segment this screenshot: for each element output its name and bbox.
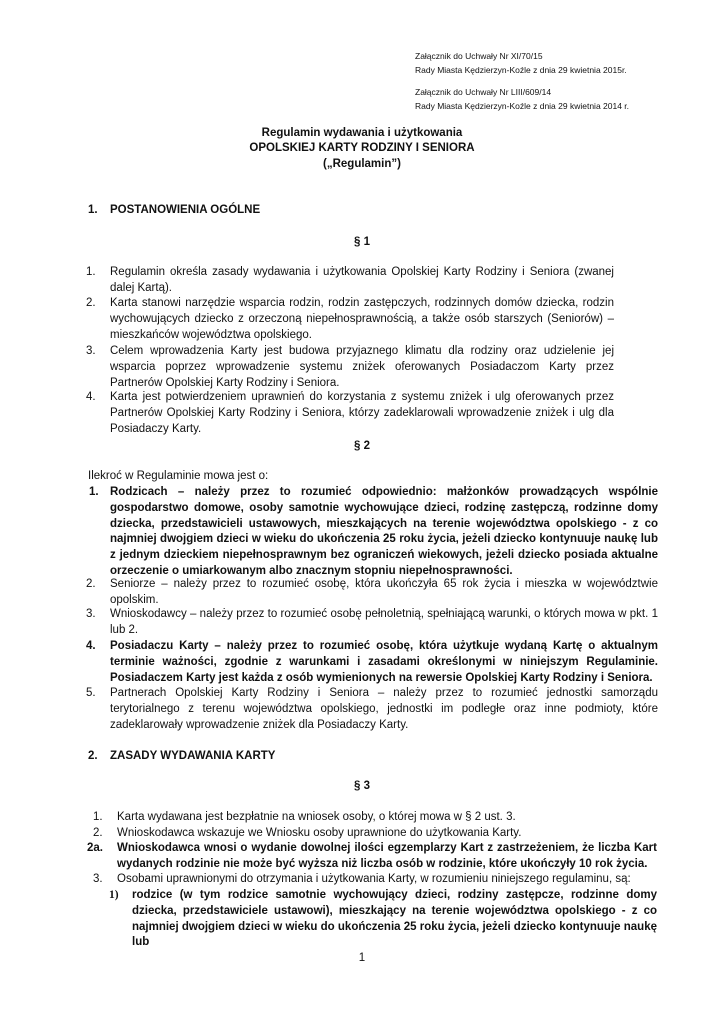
section-number: 1. xyxy=(88,204,98,216)
item-number: 1) xyxy=(109,889,119,901)
item-number: 1. xyxy=(93,811,103,823)
item-number: 3. xyxy=(86,345,96,357)
section-label: ZASADY WYDAWANIA KARTY xyxy=(110,750,276,762)
paragraph-sign-3: § 3 xyxy=(354,780,370,792)
list-item xyxy=(93,810,657,826)
page-number: 1 xyxy=(358,952,366,964)
item-number: 3. xyxy=(86,608,96,620)
item-text: Partnerach Opolskiej Karty Rodziny i Seniora – należy przez to rozumieć jednostki samorządu terytorialnego z terenu województwa opolskiego, jednostki im podległe oraz inne podmioty, które zadeklarowały wprowadzenie zniżek dla Posiadaczy Karty. xyxy=(110,687,658,731)
item-text: Rodzicach – należy przez to rozumieć odpowiednio: małżonków prowadzących wspólnie gospodarstwo domowe, osoby samotnie wychowujące dzieci, rodzinę zastępczą, rodzinne domy dziecka, przedstawicieli ustawowych, mieszkających na terenie województwa opolskiego - z co najmniej dwojgiem dzieci w wieku do ukończenia 25 roku życia, jeżeli dziecko kontynuuje naukę lub z jednym dzieckiem niepełnosprawnym bez ograniczeń wiekowych, jeżeli dziecko posiada aktualne orzeczenie o umiarkowanym albo znacznym stopniu niepełnosprawności. xyxy=(110,486,658,577)
paragraph-sign-1: § 1 xyxy=(354,236,370,248)
section-heading-1 xyxy=(88,204,260,216)
list-item xyxy=(86,296,614,343)
item-number: 3. xyxy=(93,873,103,885)
list-item xyxy=(86,390,614,437)
item-number: 2. xyxy=(93,827,103,839)
definitions-intro: Ilekroć w Regulaminie mowa jest o: xyxy=(88,470,269,482)
list-item xyxy=(86,344,614,391)
item-text: Seniorze – należy przez to rozumieć osobę, która ukończyła 65 rok życia i mieszka w województwie opolskim. xyxy=(110,578,658,606)
item-text: Posiadaczu Karty – należy przez to rozumieć osobę, która użytkuje wydaną Kartę o aktualnym terminie ważności, zgodnie z warunkami i zasadami określonymi w niniejszym Regulaminie. Posiadaczem Karty jest każda z osób wymienionych na rewersie Opolskiej Karty Rodziny i Seniora. xyxy=(110,640,658,684)
item-text: Karta jest potwierdzeniem uprawnień do korzystania z systemu zniżek i ulg oferowanych przez Partnerów Opolskiej Karty Rodziny i Seniora, którzy zadeklarowali wprowadzenie zniżek i ulg dla Posiadaczy Karty. xyxy=(110,391,614,435)
item-text: Wnioskodawca wnosi o wydanie dowolnej ilości egzemplarzy Kart z zastrzeżeniem, że liczba Kart wydanych rodzinie nie może być wyższa niż liczba osób w rodzinie, które ukończyły 10 rok życia. xyxy=(117,842,657,870)
paragraph-sign-2: § 2 xyxy=(354,440,370,452)
section-label: POSTANOWIENIA OGÓLNE xyxy=(110,204,261,216)
item-number: 1. xyxy=(86,266,96,278)
list-item xyxy=(86,607,658,639)
header-annex-line-4: Rady Miasta Kędzierzyn-Koźle z dnia 29 kwietnia 2014 r. xyxy=(415,101,630,111)
item-text: Osobami uprawnionymi do otrzymania i użytkowania Karty, w rozumieniu niniejszego regulaminu, są: xyxy=(117,873,631,885)
section-number: 2. xyxy=(88,750,98,762)
item-text: rodzice (w tym rodzice samotnie wychowujący dzieci, rodziny zastępcze, rodzinne domy dziecka, przedstawiciele ustawowi), mieszkający na terenie województwa opolskiego - z co najmniej dwojgiem dzieci w wieku do ukończenia 25 roku życia, jeżeli dziecko kontynuuje naukę lub xyxy=(132,889,657,949)
document-title-line-1: Regulamin wydawania i użytkowania xyxy=(261,127,463,139)
list-item xyxy=(87,841,657,873)
item-text: Karta stanowi narzędzie wsparcia rodzin, rodzin zastępczych, rodzinnych domów dziecka, rodzin wychowujących dziecko z orzeczoną niepełnosprawnością, a także osób starszych (Seniorów) – mieszkańców województwa opolskiego. xyxy=(110,297,614,341)
list-item xyxy=(86,577,658,609)
item-number: 2. xyxy=(86,578,96,590)
item-number: 1. xyxy=(89,486,99,498)
item-text: Wnioskodawca wskazuje we Wniosku osoby uprawnione do użytkowania Karty. xyxy=(117,827,522,839)
list-item xyxy=(86,686,658,733)
list-item xyxy=(89,485,658,580)
item-text: Celem wprowadzenia Karty jest budowa przyjaznego klimatu dla rodziny oraz udzielenie jej wsparcia poprzez wprowadzenie systemu zniżek oferowanych Posiadaczom Karty przez Partnerów Opolskiej Karty Rodziny i Seniora. xyxy=(110,345,614,389)
list-item xyxy=(86,639,658,686)
document-title-line-2: OPOLSKIEJ KARTY RODZINY I SENIORA xyxy=(249,142,475,154)
list-item xyxy=(93,826,657,842)
item-number: 4. xyxy=(86,391,96,403)
section-heading-2 xyxy=(88,750,275,762)
header-annex-line-3: Załącznik do Uchwały Nr LIII/609/14 xyxy=(415,87,552,97)
item-number: 4. xyxy=(86,640,96,652)
list-item xyxy=(86,265,614,297)
header-annex-line-1: Załącznik do Uchwały Nr XI/70/15 xyxy=(415,51,543,61)
document-title-line-3: („Regulamin”) xyxy=(323,158,401,170)
item-number: 5. xyxy=(86,687,96,699)
item-number: 2a. xyxy=(87,842,103,854)
list-item xyxy=(109,888,657,951)
item-text: Regulamin określa zasady wydawania i użytkowania Opolskiej Karty Rodziny i Seniora (zwanej dalej Kartą). xyxy=(110,266,614,294)
item-text: Wnioskodawcy – należy przez to rozumieć osobę pełnoletnią, spełniającą warunki, o których mowa w pkt. 1 lub 2. xyxy=(110,608,658,636)
header-annex-line-2: Rady Miasta Kędzierzyn-Koźle z dnia 29 kwietnia 2015r. xyxy=(415,65,627,75)
item-number: 2. xyxy=(86,297,96,309)
item-text: Karta wydawana jest bezpłatnie na wniosek osoby, o której mowa w § 2 ust. 3. xyxy=(117,811,516,823)
list-item xyxy=(93,872,657,888)
